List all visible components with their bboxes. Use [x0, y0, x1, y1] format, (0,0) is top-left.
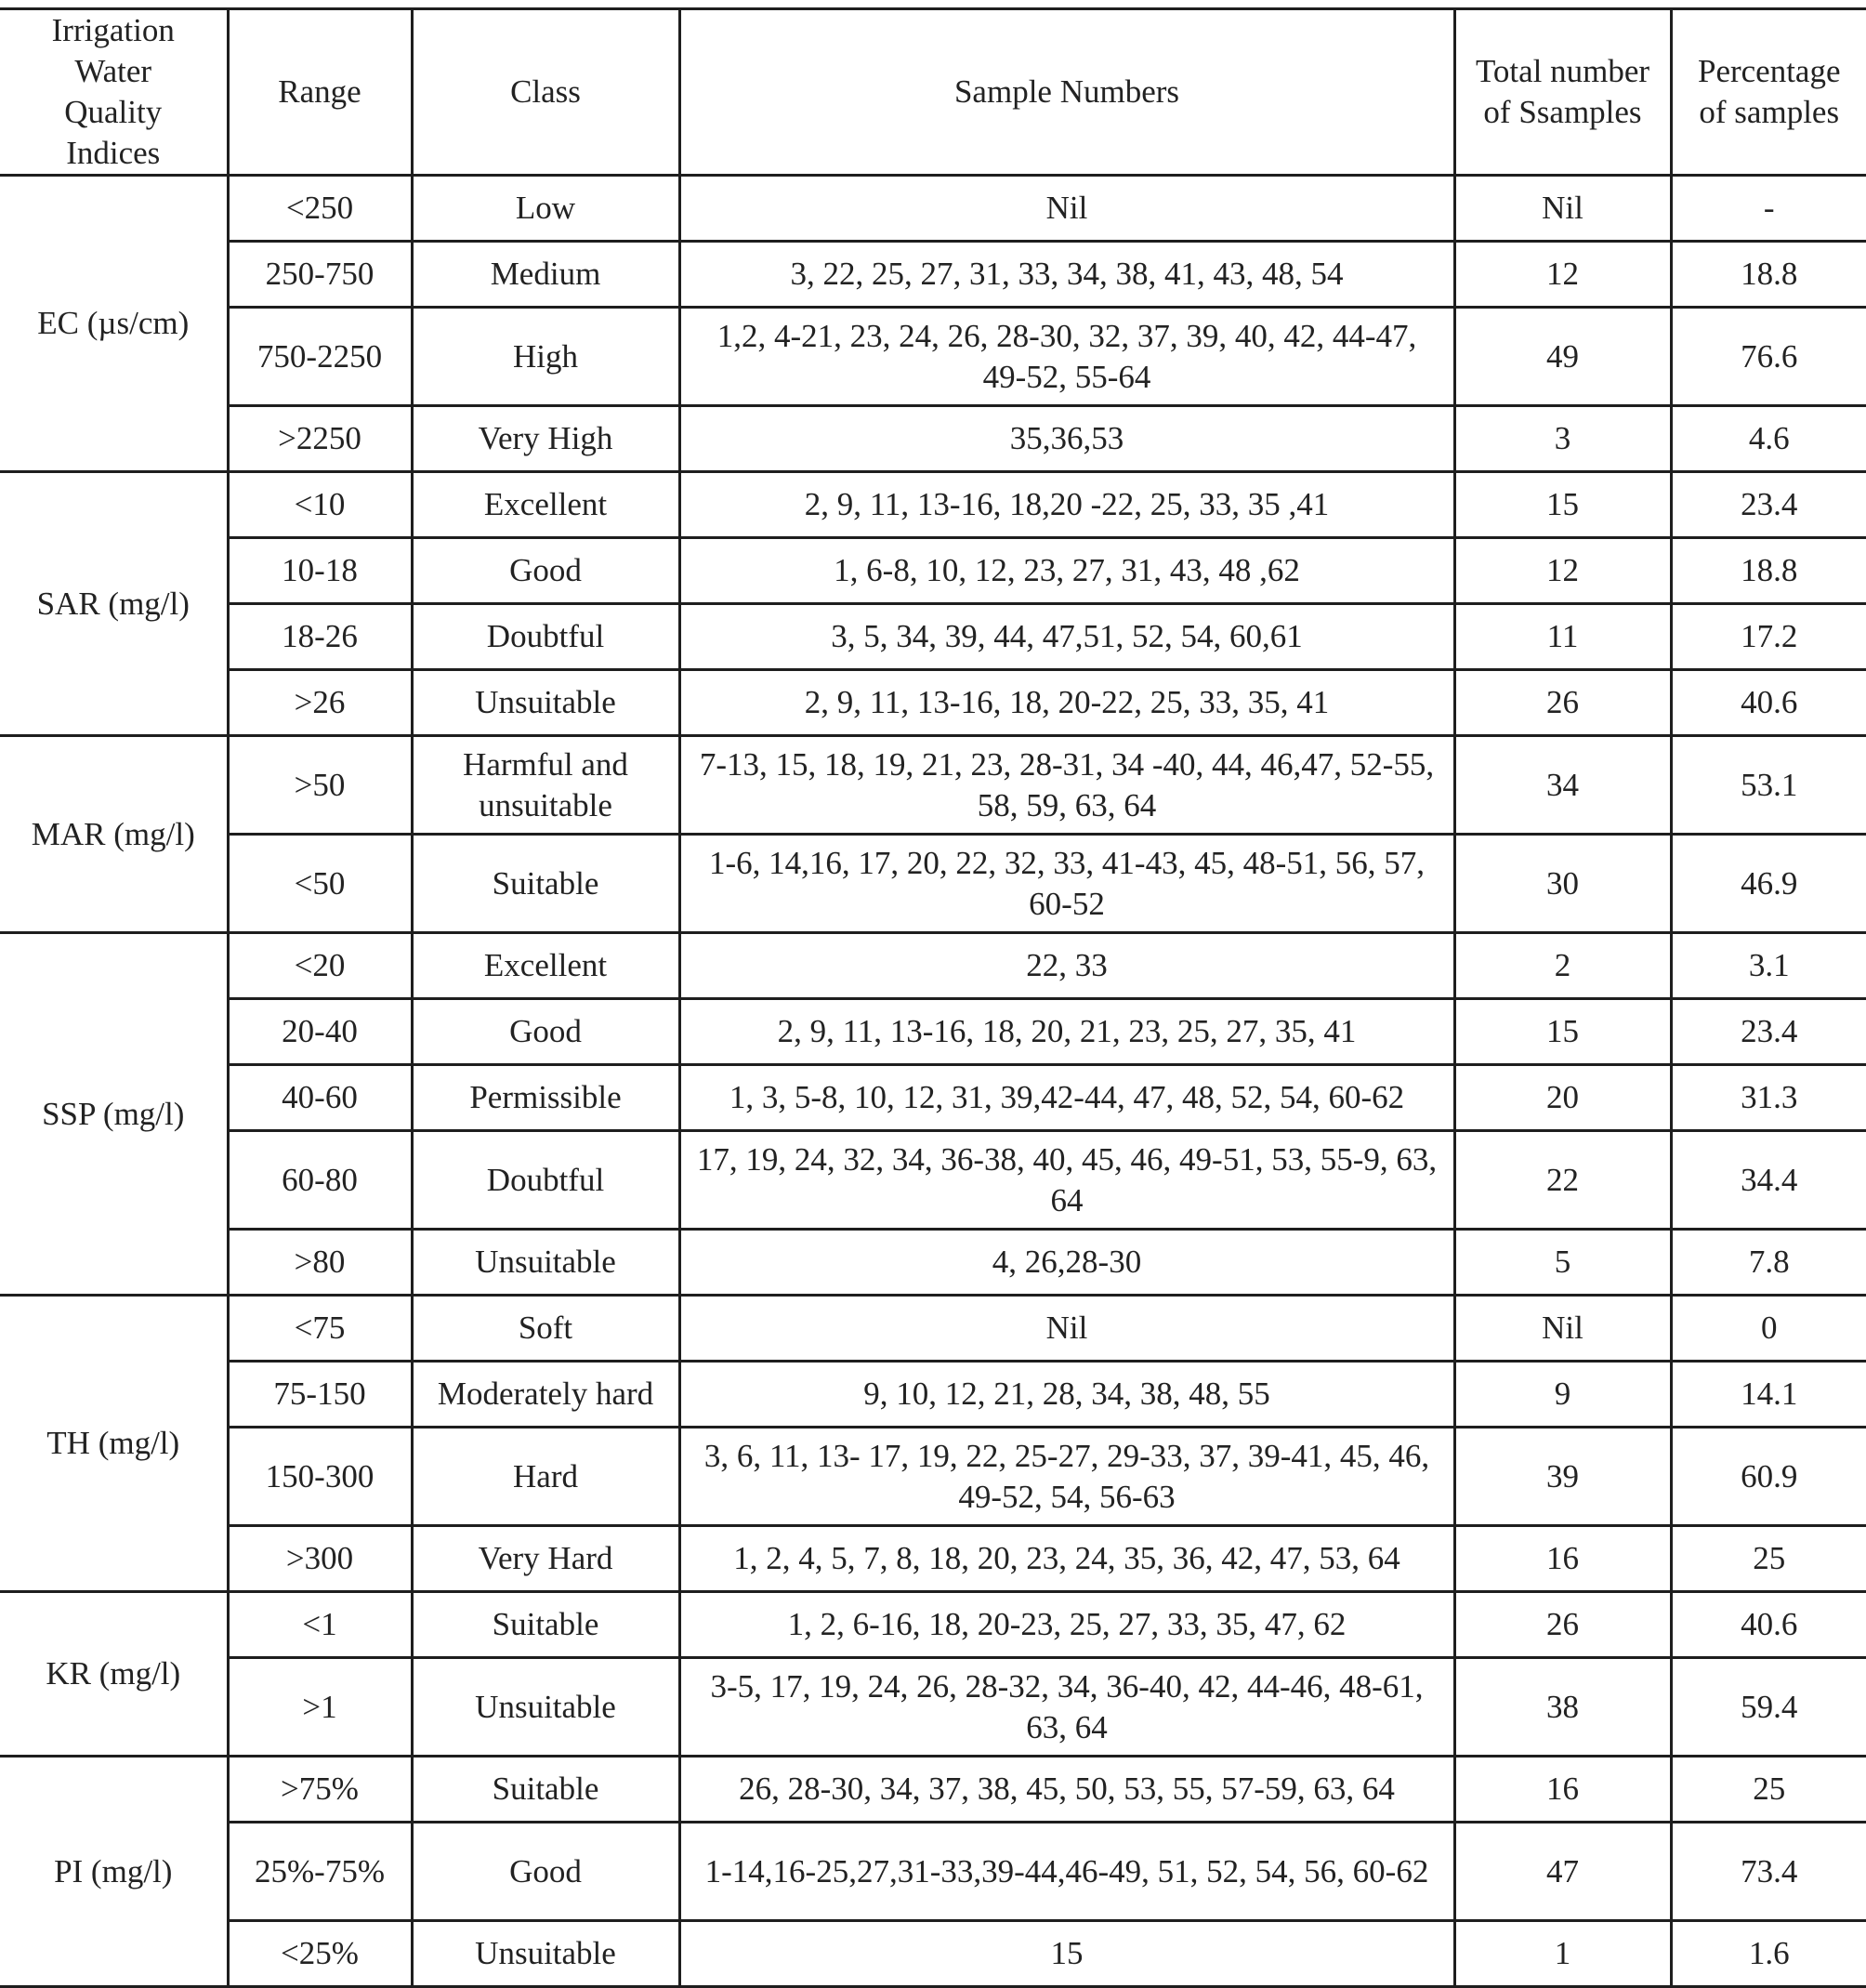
percentage-cell: 23.4: [1671, 472, 1866, 538]
class-cell: High: [412, 308, 679, 406]
total-cell: 12: [1454, 538, 1671, 604]
class-cell: Suitable: [412, 1592, 679, 1658]
samples-cell: 3, 22, 25, 27, 31, 33, 34, 38, 41, 43, 48, 54: [679, 242, 1454, 308]
range-cell: <1: [228, 1592, 412, 1658]
class-cell: Unsuitable: [412, 1658, 679, 1757]
range-cell: 75-150: [228, 1362, 412, 1428]
table-row: [0, 670, 1866, 736]
total-cell: 15: [1454, 472, 1671, 538]
table-row: [0, 1230, 1866, 1296]
percentage-cell: 59.4: [1671, 1658, 1866, 1757]
samples-cell: 4, 26,28-30: [679, 1230, 1454, 1296]
range-cell: >2250: [228, 406, 412, 472]
table-row: [0, 736, 1866, 835]
table-row: [0, 1296, 1866, 1362]
table-row: [0, 604, 1866, 670]
samples-cell: 1, 2, 4, 5, 7, 8, 18, 20, 23, 24, 35, 36, 42, 47, 53, 64: [679, 1526, 1454, 1592]
samples-cell: 1, 2, 6-16, 18, 20-23, 25, 27, 33, 35, 47, 62: [679, 1592, 1454, 1658]
class-cell: Harmful and unsuitable: [412, 736, 679, 835]
class-cell: Unsuitable: [412, 670, 679, 736]
class-cell: Unsuitable: [412, 1230, 679, 1296]
samples-cell: 2, 9, 11, 13-16, 18, 20-22, 25, 33, 35, 41: [679, 670, 1454, 736]
index-cell: EC (µs/cm): [0, 176, 228, 472]
samples-cell: 7-13, 15, 18, 19, 21, 23, 28-31, 34 -40, 44, 46,47, 52-55, 58, 59, 63, 64: [679, 736, 1454, 835]
class-cell: Very Hard: [412, 1526, 679, 1592]
range-cell: <10: [228, 472, 412, 538]
total-cell: 16: [1454, 1526, 1671, 1592]
total-cell: 3: [1454, 406, 1671, 472]
range-cell: >26: [228, 670, 412, 736]
samples-cell: Nil: [679, 1296, 1454, 1362]
percentage-cell: 1.6: [1671, 1921, 1866, 1987]
total-cell: 47: [1454, 1823, 1671, 1921]
class-cell: Excellent: [412, 472, 679, 538]
range-cell: 25%-75%: [228, 1823, 412, 1921]
total-cell: 38: [1454, 1658, 1671, 1757]
total-cell: 11: [1454, 604, 1671, 670]
range-cell: 18-26: [228, 604, 412, 670]
total-cell: 15: [1454, 999, 1671, 1065]
total-cell: 1: [1454, 1921, 1671, 1987]
total-cell: 5: [1454, 1230, 1671, 1296]
samples-cell: 26, 28-30, 34, 37, 38, 45, 50, 53, 55, 57-59, 63, 64: [679, 1757, 1454, 1823]
irrigation-water-quality-table: [0, 7, 1866, 1988]
total-cell: 16: [1454, 1757, 1671, 1823]
range-cell: <250: [228, 176, 412, 242]
table-row: [0, 1526, 1866, 1592]
percentage-cell: 34.4: [1671, 1131, 1866, 1230]
table-body: [0, 176, 1866, 1987]
samples-cell: 3, 5, 34, 39, 44, 47,51, 52, 54, 60,61: [679, 604, 1454, 670]
table-row: [0, 1131, 1866, 1230]
range-cell: >50: [228, 736, 412, 835]
class-cell: Low: [412, 176, 679, 242]
table-row: [0, 406, 1866, 472]
range-cell: 250-750: [228, 242, 412, 308]
class-cell: Doubtful: [412, 1131, 679, 1230]
table-row: [0, 538, 1866, 604]
range-cell: 150-300: [228, 1428, 412, 1526]
table-row: [0, 999, 1866, 1065]
class-cell: Hard: [412, 1428, 679, 1526]
table-row: [0, 242, 1866, 308]
samples-cell: 3, 6, 11, 13- 17, 19, 22, 25-27, 29-33, 37, 39-41, 45, 46, 49-52, 54, 56-63: [679, 1428, 1454, 1526]
percentage-cell: 76.6: [1671, 308, 1866, 406]
class-cell: Excellent: [412, 933, 679, 999]
samples-cell: 22, 33: [679, 933, 1454, 999]
percentage-cell: 3.1: [1671, 933, 1866, 999]
samples-cell: 9, 10, 12, 21, 28, 34, 38, 48, 55: [679, 1362, 1454, 1428]
range-cell: >300: [228, 1526, 412, 1592]
total-cell: 49: [1454, 308, 1671, 406]
percentage-cell: 31.3: [1671, 1065, 1866, 1131]
percentage-cell: 18.8: [1671, 242, 1866, 308]
percentage-cell: 53.1: [1671, 736, 1866, 835]
samples-cell: Nil: [679, 176, 1454, 242]
header-range: Range: [228, 9, 412, 176]
range-cell: >80: [228, 1230, 412, 1296]
header-index: Irrigation Water Quality Indices: [0, 9, 228, 176]
class-cell: Moderately hard: [412, 1362, 679, 1428]
table-row: [0, 308, 1866, 406]
table-row: [0, 1428, 1866, 1526]
percentage-cell: 25: [1671, 1526, 1866, 1592]
range-cell: >75%: [228, 1757, 412, 1823]
table-row: [0, 1823, 1866, 1921]
header-total: Total number of Ssamples: [1454, 9, 1671, 176]
range-cell: <20: [228, 933, 412, 999]
range-cell: 10-18: [228, 538, 412, 604]
range-cell: 60-80: [228, 1131, 412, 1230]
percentage-cell: 25: [1671, 1757, 1866, 1823]
samples-cell: 3-5, 17, 19, 24, 26, 28-32, 34, 36-40, 42, 44-46, 48-61, 63, 64: [679, 1658, 1454, 1757]
total-cell: 34: [1454, 736, 1671, 835]
header-row: [0, 9, 1866, 176]
class-cell: Medium: [412, 242, 679, 308]
percentage-cell: 46.9: [1671, 835, 1866, 933]
range-cell: <50: [228, 835, 412, 933]
range-cell: 750-2250: [228, 308, 412, 406]
range-cell: <25%: [228, 1921, 412, 1987]
total-cell: 39: [1454, 1428, 1671, 1526]
range-cell: 20-40: [228, 999, 412, 1065]
range-cell: <75: [228, 1296, 412, 1362]
class-cell: Suitable: [412, 835, 679, 933]
table-row: [0, 1065, 1866, 1131]
percentage-cell: 23.4: [1671, 999, 1866, 1065]
class-cell: Soft: [412, 1296, 679, 1362]
index-cell: TH (mg/l): [0, 1296, 228, 1592]
class-cell: Unsuitable: [412, 1921, 679, 1987]
class-cell: Very High: [412, 406, 679, 472]
index-cell: PI (mg/l): [0, 1757, 228, 1987]
table-row: [0, 1757, 1866, 1823]
total-cell: 20: [1454, 1065, 1671, 1131]
percentage-cell: 40.6: [1671, 1592, 1866, 1658]
header-class: Class: [412, 9, 679, 176]
table-row: [0, 176, 1866, 242]
range-cell: 40-60: [228, 1065, 412, 1131]
samples-cell: 2, 9, 11, 13-16, 18,20 -22, 25, 33, 35 ,41: [679, 472, 1454, 538]
percentage-cell: 7.8: [1671, 1230, 1866, 1296]
samples-cell: 2, 9, 11, 13-16, 18, 20, 21, 23, 25, 27, 35, 41: [679, 999, 1454, 1065]
samples-cell: 1,2, 4-21, 23, 24, 26, 28-30, 32, 37, 39, 40, 42, 44-47, 49-52, 55-64: [679, 308, 1454, 406]
table-row: [0, 835, 1866, 933]
total-cell: 12: [1454, 242, 1671, 308]
percentage-cell: 0: [1671, 1296, 1866, 1362]
index-cell: KR (mg/l): [0, 1592, 228, 1757]
table-row: [0, 933, 1866, 999]
index-cell: SAR (mg/l): [0, 472, 228, 736]
table-row: [0, 472, 1866, 538]
samples-cell: 15: [679, 1921, 1454, 1987]
percentage-cell: 40.6: [1671, 670, 1866, 736]
percentage-cell: 14.1: [1671, 1362, 1866, 1428]
header-percentage: Percentage of samples: [1671, 9, 1866, 176]
total-cell: Nil: [1454, 1296, 1671, 1362]
total-cell: 26: [1454, 1592, 1671, 1658]
percentage-cell: 73.4: [1671, 1823, 1866, 1921]
class-cell: Permissible: [412, 1065, 679, 1131]
total-cell: 30: [1454, 835, 1671, 933]
total-cell: 2: [1454, 933, 1671, 999]
class-cell: Suitable: [412, 1757, 679, 1823]
percentage-cell: 17.2: [1671, 604, 1866, 670]
samples-cell: 1, 3, 5-8, 10, 12, 31, 39,42-44, 47, 48, 52, 54, 60-62: [679, 1065, 1454, 1131]
table-row: [0, 1362, 1866, 1428]
total-cell: 9: [1454, 1362, 1671, 1428]
samples-cell: 1-6, 14,16, 17, 20, 22, 32, 33, 41-43, 45, 48-51, 56, 57, 60-52: [679, 835, 1454, 933]
class-cell: Good: [412, 1823, 679, 1921]
class-cell: Good: [412, 999, 679, 1065]
index-cell: SSP (mg/l): [0, 933, 228, 1296]
percentage-cell: -: [1671, 176, 1866, 242]
header-samples: Sample Numbers: [679, 9, 1454, 176]
class-cell: Doubtful: [412, 604, 679, 670]
index-cell: MAR (mg/l): [0, 736, 228, 933]
table-row: [0, 1658, 1866, 1757]
total-cell: Nil: [1454, 176, 1671, 242]
total-cell: 22: [1454, 1131, 1671, 1230]
percentage-cell: 18.8: [1671, 538, 1866, 604]
table-row: [0, 1921, 1866, 1987]
samples-cell: 1-14,16-25,27,31-33,39-44,46-49, 51, 52, 54, 56, 60-62: [679, 1823, 1454, 1921]
samples-cell: 17, 19, 24, 32, 34, 36-38, 40, 45, 46, 49-51, 53, 55-9, 63, 64: [679, 1131, 1454, 1230]
percentage-cell: 60.9: [1671, 1428, 1866, 1526]
samples-cell: 1, 6-8, 10, 12, 23, 27, 31, 43, 48 ,62: [679, 538, 1454, 604]
class-cell: Good: [412, 538, 679, 604]
samples-cell: 35,36,53: [679, 406, 1454, 472]
range-cell: >1: [228, 1658, 412, 1757]
table-row: [0, 1592, 1866, 1658]
percentage-cell: 4.6: [1671, 406, 1866, 472]
total-cell: 26: [1454, 670, 1671, 736]
